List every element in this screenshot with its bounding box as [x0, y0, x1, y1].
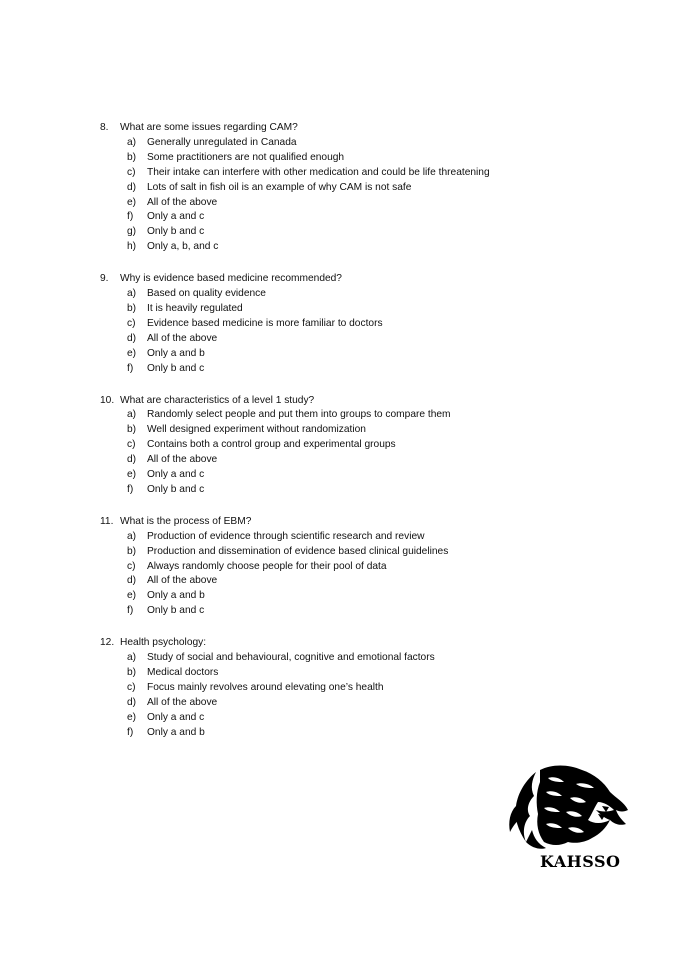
option-text: Based on quality evidence	[147, 288, 266, 300]
option-item	[100, 302, 570, 317]
option-text: Evidence based medicine is more familiar to doctors	[147, 317, 383, 329]
question-text: Why is evidence based medicine recommended?	[120, 273, 342, 285]
option-letter: d)	[127, 696, 137, 708]
option-text: Only b and c	[147, 483, 205, 495]
option-letter: d)	[127, 454, 137, 466]
option-letter: h)	[127, 241, 137, 253]
option-text: Production and dissemination of evidence based clinical guidelines	[147, 545, 449, 557]
option-letter: d)	[127, 181, 137, 193]
option-text: Medical doctors	[147, 667, 219, 678]
logo-text: KAHSSO	[540, 852, 621, 871]
option-text: All of the above	[147, 575, 218, 587]
option-letter: b)	[127, 151, 137, 163]
option-item	[100, 483, 570, 498]
option-item	[100, 530, 570, 545]
option-item	[100, 362, 570, 377]
question-item	[100, 394, 570, 498]
option-letter: b)	[127, 545, 137, 557]
option-text: Lots of salt in fish oil is an example of why CAM is not safe	[147, 181, 412, 193]
option-text: Production of evidence through scientific research and review	[147, 530, 425, 542]
option-text: Some practitioners are not qualified enough	[147, 151, 345, 163]
question-line	[100, 272, 570, 287]
option-letter: a)	[127, 409, 137, 421]
option-text: Their intake can interfere with other medication and could be life threatening	[147, 166, 490, 178]
option-letter: c)	[127, 560, 136, 572]
option-item	[100, 468, 570, 483]
option-text: All of the above	[147, 196, 218, 208]
tiger-head-icon	[506, 762, 632, 850]
option-text: All of the above	[147, 454, 218, 466]
question-item	[100, 636, 570, 740]
option-letter: c)	[127, 681, 136, 693]
option-letter: f)	[127, 211, 134, 223]
option-item	[100, 711, 570, 726]
option-item	[100, 604, 570, 619]
option-item	[100, 225, 570, 240]
option-item	[100, 423, 570, 438]
question-number: 9.	[100, 273, 109, 285]
option-letter: f)	[127, 483, 134, 495]
option-item	[100, 726, 570, 741]
option-item	[100, 681, 570, 696]
option-text: Only b and c	[147, 362, 205, 374]
option-item	[100, 317, 570, 332]
question-number: 11.	[100, 515, 114, 527]
option-text: Only a and b	[147, 590, 205, 602]
option-text: Always randomly choose people for their pool of data	[147, 560, 387, 572]
option-text: Randomly select people and put them into groups to compare them	[147, 409, 451, 421]
option-letter: d)	[127, 332, 137, 344]
option-letter: a)	[127, 652, 137, 664]
option-item	[100, 136, 570, 151]
option-item	[100, 696, 570, 711]
option-letter: e)	[127, 590, 137, 602]
option-letter: e)	[127, 469, 137, 481]
option-list	[100, 287, 570, 376]
option-text: Only a and c	[147, 711, 205, 723]
option-letter: a)	[127, 530, 137, 542]
option-item	[100, 287, 570, 302]
option-list	[100, 530, 570, 619]
question-text: What are some issues regarding CAM?	[120, 122, 298, 133]
option-text: Only a and c	[147, 469, 205, 481]
option-text: Only a and b	[147, 347, 205, 359]
option-text: Focus mainly revolves around elevating one’s health	[147, 681, 384, 693]
option-letter: g)	[127, 226, 137, 238]
option-letter: f)	[127, 605, 134, 617]
question-item	[100, 121, 570, 255]
question-text: Health psychology:	[120, 637, 207, 649]
option-item	[100, 151, 570, 166]
option-text: Study of social and behavioural, cognitive and emotional factors	[147, 652, 435, 664]
option-item	[100, 196, 570, 211]
option-letter: c)	[127, 166, 136, 178]
option-text: Generally unregulated in Canada	[147, 136, 297, 148]
option-item	[100, 332, 570, 347]
option-letter: e)	[127, 196, 137, 208]
question-line	[100, 515, 570, 530]
question-item	[100, 515, 570, 619]
option-text: Only b and c	[147, 605, 205, 617]
option-item	[100, 347, 570, 362]
option-item	[100, 545, 570, 560]
option-text: Only a and c	[147, 211, 205, 223]
option-letter: c)	[127, 317, 136, 329]
option-item	[100, 210, 570, 225]
option-letter: a)	[127, 288, 137, 300]
question-number: 10.	[100, 394, 115, 406]
option-list	[100, 408, 570, 497]
option-text: All of the above	[147, 696, 218, 708]
question-line	[100, 636, 570, 651]
option-text: Only a and b	[147, 726, 205, 738]
option-list	[100, 136, 570, 255]
option-item	[100, 166, 570, 181]
option-letter: b)	[127, 302, 137, 314]
question-line	[100, 394, 570, 409]
option-text: Well designed experiment without randomization	[147, 424, 366, 436]
question-text: What are characteristics of a level 1 study?	[120, 394, 315, 406]
option-item	[100, 181, 570, 196]
question-text: What is the process of EBM?	[120, 515, 252, 527]
option-letter: e)	[127, 347, 137, 359]
option-letter: b)	[127, 667, 137, 678]
option-letter: f)	[127, 726, 134, 738]
option-item	[100, 560, 570, 575]
option-item	[100, 589, 570, 604]
option-letter: b)	[127, 424, 137, 436]
question-number: 12.	[100, 637, 115, 649]
question-number: 8.	[100, 122, 109, 133]
option-letter: a)	[127, 136, 137, 148]
option-text: Only a, b, and c	[147, 241, 219, 253]
option-item	[100, 651, 570, 666]
option-item	[100, 240, 570, 255]
option-text: All of the above	[147, 332, 218, 344]
option-letter: e)	[127, 711, 137, 723]
kahsso-logo	[506, 762, 632, 878]
option-text: Only b and c	[147, 226, 205, 238]
question-item	[100, 272, 570, 376]
option-item	[100, 408, 570, 423]
question-line	[100, 121, 570, 136]
option-list	[100, 651, 570, 740]
question-list	[100, 121, 570, 758]
option-item	[100, 438, 570, 453]
option-letter: c)	[127, 439, 136, 451]
option-letter: f)	[127, 362, 134, 374]
option-item	[100, 574, 570, 589]
option-letter: d)	[127, 575, 137, 587]
option-text: It is heavily regulated	[147, 302, 243, 314]
option-item	[100, 453, 570, 468]
option-text: Contains both a control group and experimental groups	[147, 439, 396, 451]
option-item	[100, 666, 570, 681]
